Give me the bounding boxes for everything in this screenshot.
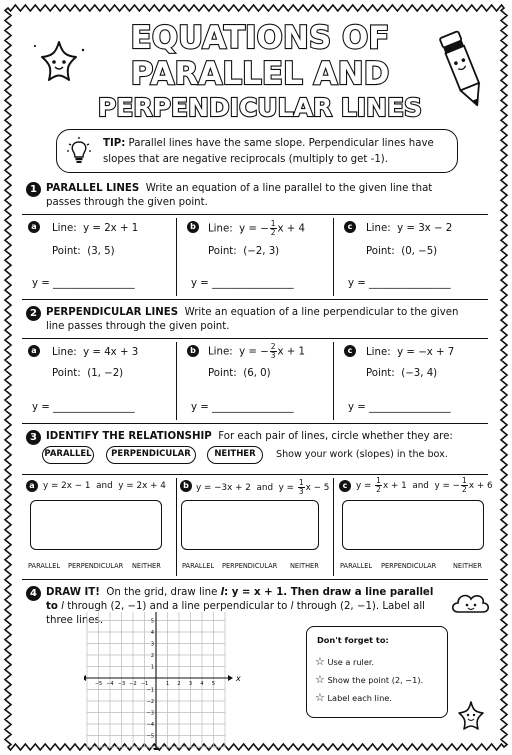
given-point: Point: (1, −2) — [52, 368, 124, 379]
pill-perpendicular: PERPENDICULAR — [106, 446, 196, 464]
tip-label: TIP: — [103, 138, 126, 149]
title-line-3: PERPENDICULAR LINES — [97, 93, 423, 122]
x-axis-arrow — [84, 675, 86, 681]
coordinate-grid[interactable] — [84, 612, 250, 750]
y-tick-label: 3 — [150, 641, 154, 648]
x-tick-label: 3 — [188, 681, 193, 687]
given-line: Line: y = − $\frac{2}{3}$ x + 1 — [208, 342, 306, 360]
option-parallel[interactable]: PARALLEL — [340, 562, 373, 570]
section-4-instructions: DRAW IT! On the grid, draw line l: y = x + 1. Then draw a line parallel to l through (2, −1) and a line perpendicular to l through (2, −1). Label all three lines. — [46, 587, 434, 626]
smiling-star-icon — [452, 700, 490, 736]
work-box[interactable] — [342, 500, 484, 550]
divider — [333, 218, 334, 296]
section-3-number: 3 — [26, 430, 41, 445]
option-neither[interactable]: NEITHER — [290, 562, 319, 570]
title-line-1: EQUATIONS OF — [130, 20, 390, 56]
x-tick-label: −5 — [94, 681, 103, 687]
option-neither[interactable]: NEITHER — [132, 562, 161, 570]
y-tick-label: −2 — [146, 699, 154, 705]
star-outline-icon: ☆ — [315, 673, 325, 686]
given-line: Line: y = 3x − 2 — [366, 223, 453, 234]
lightbulb-icon — [65, 136, 93, 166]
x-axis-arrow — [228, 675, 233, 681]
answer-line[interactable]: y = ________________ — [191, 278, 294, 289]
y-tick-label: 1 — [150, 664, 154, 671]
item-letter: c — [339, 480, 351, 492]
star-outline-icon: ☆ — [315, 691, 325, 704]
reminder-item: ☆ Label each line. — [315, 691, 392, 704]
tip-box — [56, 129, 458, 173]
line-pair: y = −3x + 2 and y = $\frac{1}{3}$ x − 5 — [196, 478, 330, 496]
x-tick-label: −4 — [106, 681, 114, 687]
line-pair: y = $\frac{1}{2}$ x + 1 and y = − $\frac{1}{2}$ x + 6 — [356, 476, 493, 494]
section-1-number: 1 — [26, 182, 41, 197]
pencil-mascot-icon — [438, 28, 488, 112]
line-pair: y = 2x − 1 and y = 2x + 4 — [43, 481, 166, 491]
answer-line[interactable]: y = ________________ — [32, 278, 135, 289]
section-3-instructions — [46, 430, 476, 444]
title-line-2: PARALLEL AND — [130, 56, 390, 92]
y-tick-label: 2 — [150, 653, 154, 659]
option-perpendicular[interactable]: PERPENDICULAR — [222, 562, 278, 570]
pill-parallel: PARALLEL — [42, 446, 94, 464]
x-tick-label: −2 — [129, 681, 137, 687]
answer-line[interactable]: y = ________________ — [348, 278, 451, 289]
x-tick-label: 5 — [211, 681, 216, 687]
y-tick-label: −1 — [146, 687, 154, 694]
y-axis-arrow — [153, 748, 159, 750]
divider — [333, 342, 334, 420]
given-line: Line: y = − $\frac{1}{2}$ x + 4 — [208, 219, 306, 237]
work-box[interactable] — [181, 500, 319, 550]
divider — [176, 342, 177, 420]
x-tick-label: 2 — [177, 681, 181, 687]
option-neither[interactable]: NEITHER — [453, 562, 482, 570]
answer-line[interactable]: y = ________________ — [348, 402, 451, 413]
divider — [176, 478, 177, 576]
reminder-item: ☆ Use a ruler. — [315, 655, 375, 668]
work-note: Show your work (slopes) in the box. — [276, 449, 448, 460]
x-tick-label: −1 — [140, 681, 149, 687]
item-letter: b — [180, 480, 192, 492]
option-perpendicular[interactable]: PERPENDICULAR — [68, 562, 124, 570]
given-point: Point: (−2, 3) — [208, 246, 280, 257]
answer-line[interactable]: y = ________________ — [32, 402, 135, 413]
section-1-heading: PARALLEL LINES — [46, 183, 140, 194]
option-parallel[interactable]: PARALLEL — [182, 562, 215, 570]
section-3-heading: IDENTIFY THE RELATIONSHIP — [46, 431, 212, 442]
item-letter: b — [187, 345, 199, 357]
smiling-cloud-icon — [448, 586, 492, 618]
item-letter: c — [344, 221, 356, 233]
given-point: Point: (6, 0) — [208, 368, 271, 379]
section-4-number: 4 — [26, 586, 41, 601]
page-title — [70, 14, 450, 126]
given-line: Line: y = 4x + 3 — [52, 347, 139, 358]
x-axis-label: x — [236, 674, 241, 683]
y-tick-label: −3 — [146, 710, 154, 717]
divider — [176, 218, 177, 296]
given-line: Line: y = 2x + 1 — [52, 223, 139, 234]
smiling-star-icon — [28, 38, 90, 94]
section-1-instruction: Write an equation of a line parallel to the given line that passes through the given point. — [46, 183, 433, 208]
section-2-instruction: Write an equation of a line perpendicular to the given line passes through the given point. — [46, 307, 459, 332]
reminder-title: Don't forget to: — [317, 635, 389, 645]
section-2-number: 2 — [26, 306, 41, 321]
pill-neither: NEITHER — [207, 446, 263, 464]
star-outline-icon: ☆ — [315, 655, 325, 668]
x-tick-label: 4 — [200, 681, 204, 687]
work-box[interactable] — [30, 500, 162, 550]
divider — [333, 478, 334, 576]
section-4-heading: DRAW IT! — [46, 587, 100, 598]
answer-line[interactable]: y = ________________ — [191, 402, 294, 413]
given-point: Point: (3, 5) — [52, 246, 115, 257]
section-1-instructions — [46, 182, 466, 210]
given-point: Point: (0, −5) — [366, 246, 438, 257]
section-2-heading: PERPENDICULAR LINES — [46, 307, 179, 318]
y-tick-label: −5 — [146, 733, 154, 740]
item-letter: a — [26, 480, 38, 492]
reminder-item: ☆ Show the point (2, −1). — [315, 673, 424, 686]
option-perpendicular[interactable]: PERPENDICULAR — [381, 562, 437, 570]
given-line: Line: y = −x + 7 — [366, 347, 455, 358]
x-tick-label: 1 — [165, 681, 170, 687]
y-tick-label: 4 — [150, 630, 154, 636]
item-letter: a — [28, 221, 40, 233]
item-letter: c — [344, 345, 356, 357]
reminder-box — [306, 626, 448, 718]
item-letter: a — [28, 345, 40, 357]
section-2-instructions — [46, 306, 466, 334]
x-tick-label: −3 — [117, 681, 126, 687]
y-tick-label: 5 — [150, 618, 154, 625]
item-letter: b — [187, 221, 199, 233]
option-parallel[interactable]: PARALLEL — [28, 562, 61, 570]
y-tick-label: −4 — [146, 722, 154, 728]
section-3-instruction: For each pair of lines, circle whether they are: — [218, 431, 453, 442]
tip-text: Parallel lines have the same slope. Perpendicular lines have slopes that are negative reciprocals (multiply to get -1). — [103, 138, 434, 165]
given-point: Point: (−3, 4) — [366, 368, 438, 379]
